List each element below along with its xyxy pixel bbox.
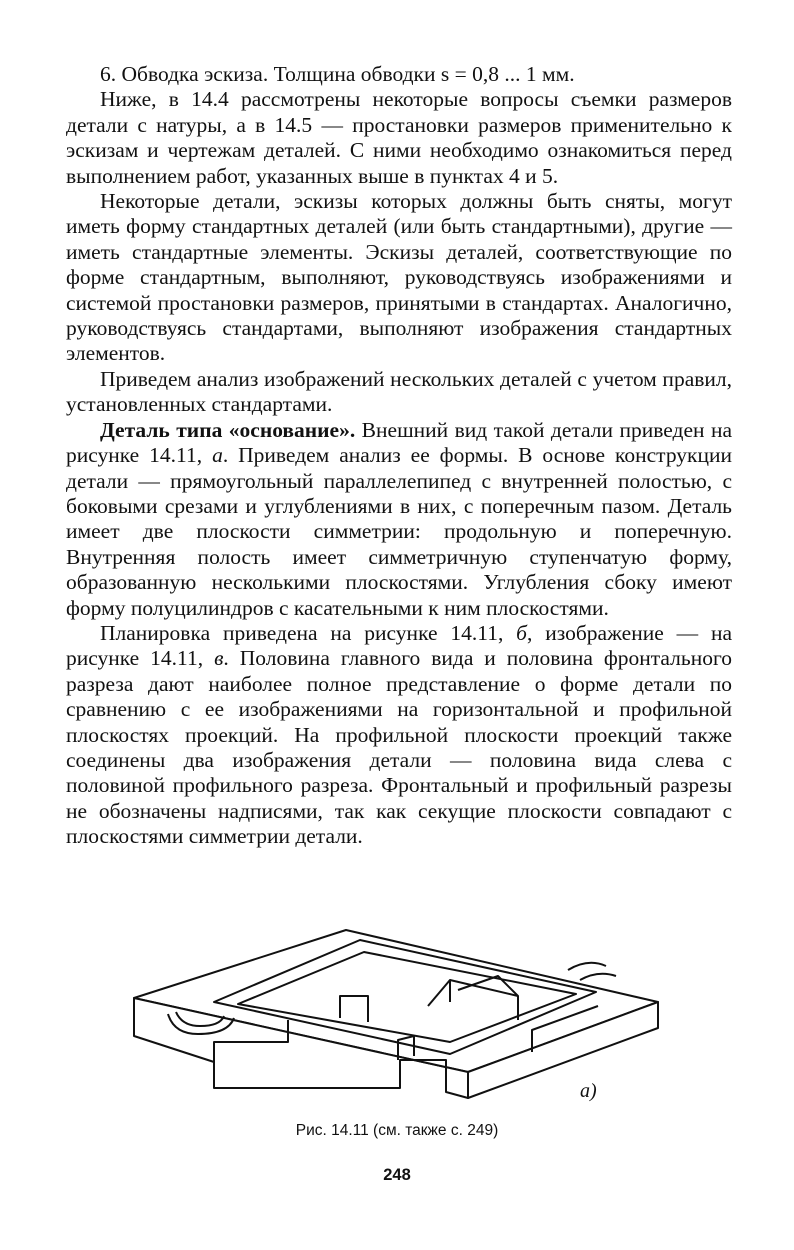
- figure-ref-a: а: [212, 443, 223, 468]
- figure-ref-v: в: [214, 646, 224, 671]
- paragraph-4: Приведем анализ изображений нескольких деталей с учетом правил, установленных стандартами.: [66, 366, 732, 417]
- paragraph-6: [66, 621, 732, 850]
- paragraph-5: [66, 418, 732, 621]
- right-recess: [568, 963, 606, 970]
- paragraph-6-part-b: , изображение — на рисунке 14.11,: [66, 620, 732, 671]
- paragraph-3: Некоторые детали, эскизы которых должны быть сняты, могут иметь форму стандартных деталей (или быть стандартными), другие — иметь стандартные элементы. Эскизы деталей, соответствующие по форме стандартным, выполняют, руководствуясь изображениями и системой простановки размеров, принятыми в стандартах. Аналогично, руководствуясь стандартами, выполняют изображения стандартных элементов.: [66, 189, 732, 366]
- paragraph-6-part-a: Планировка приведена на рисунке 14.11,: [100, 620, 517, 645]
- section-heading: Деталь типа «основание».: [100, 417, 356, 442]
- paragraph-2: Ниже, в 14.4 рассмотрены некоторые вопросы съемки размеров детали с натуры, а в 14.5 — простановки размеров применительно к эскизам и чертежам деталей. С ними необходимо ознакомиться перед выполнением работ, указанных выше в пунктах 4 и 5.: [66, 87, 732, 188]
- figure-label: а): [580, 1080, 597, 1102]
- body-text: [66, 62, 732, 850]
- paragraph-6-part-c: . Половина главного вида и половина фронтального разреза дают наиболее полное представление о форме детали по сравнению с ее изображениями на горизонтальной и профильной плоскостях проекций. На профильной плоскости проекций также соединены два изображения детали — половина вида слева с половиной профильного разреза. Фронтальный и профильный разрезы не обозначены надписями, так как секущие плоскости совпадают с плоскостями симметрии детали.: [66, 646, 732, 849]
- figure-ref-b: б: [516, 620, 527, 645]
- page-number: 248: [383, 1166, 411, 1184]
- figure-caption: Рис. 14.11 (см. также с. 249): [295, 1122, 499, 1139]
- paragraph-5-part-b: . Приведем анализ ее формы. В основе конструкции детали — прямоугольный параллелепипед с внутренней полостью, с боковыми срезами и углублениями в них, с поперечным пазом. Деталь имеет две плоскости симметрии: продольную и поперечную. Внутренняя полость имеет симметричную ступенчатую форму, образованную несколькими плоскостями. Углубления сбоку имеют форму полуцилиндров с касательными к ним плоскостями.: [66, 443, 733, 620]
- paragraph-1: 6. Обводка эскиза. Толщина обводки s = 0,8 ... 1 мм.: [100, 62, 575, 86]
- paragraph-5-part-a: Внешний вид такой детали приведен на рисунке 14.11,: [66, 417, 732, 468]
